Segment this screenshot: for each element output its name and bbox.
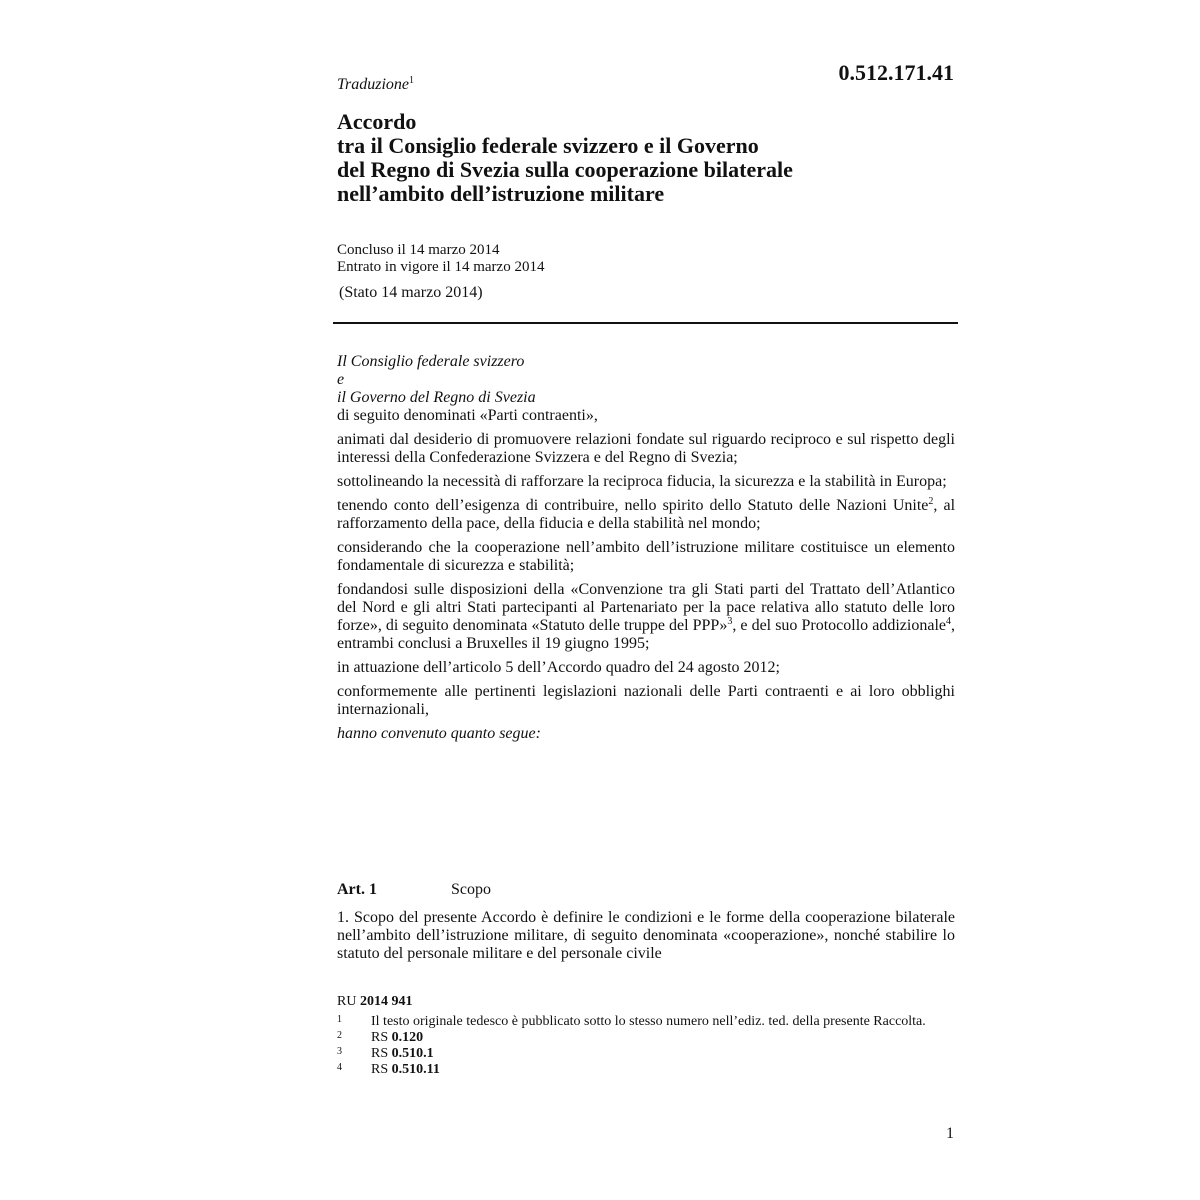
header-divider — [333, 322, 958, 324]
footnote-text — [371, 1030, 957, 1046]
parties-designation: di seguito denominati «Parti contraenti», — [337, 407, 598, 424]
document-title — [337, 110, 957, 206]
title-line: nell’ambito dell’istruzione militare — [337, 181, 665, 206]
footnote-text — [371, 1046, 957, 1062]
translation-label — [337, 75, 414, 94]
footnote-number: 4 — [337, 1062, 342, 1073]
preamble-paragraph: conformemente alle pertinenti legislazioni nazionali delle Parti contraenti e ai loro obblighi internazionali, — [337, 683, 955, 718]
footnote-ref: 1 — [409, 75, 415, 86]
preamble-text: tenendo conto dell’esigenza di contribuire, nello spirito dello Statuto delle Nazioni Unite — [337, 497, 929, 514]
footnote-ref: 2 — [928, 496, 934, 507]
footnote-item — [337, 1062, 957, 1078]
article-number: Art. 1 — [337, 881, 377, 898]
preamble-paragraph — [337, 497, 955, 533]
footnote-ref: 3 — [727, 616, 733, 627]
article-paragraph: 1. Scopo del presente Accordo è definire le condizioni e le forme della cooperazione bilaterale nell’ambito dell’istruzione militare, di seguito denominata «cooperazione», nonché stabilire lo statuto del personale militare e del personale civile — [337, 909, 955, 962]
footnote-item — [337, 1046, 957, 1062]
preamble-paragraph — [337, 581, 955, 653]
preamble-text: , entrambi conclusi a Bruxelles il 19 giugno 1995; — [337, 617, 955, 652]
preamble-text: , al rafforzamento della pace, della fiducia e della stabilità nel mondo; — [337, 497, 956, 532]
preamble-paragraph: animati dal desiderio di promuovere relazioni fondate sul riguardo reciproco e sul rispetto degli interessi della Confederazione Svizzera e del Regno di Svezia; — [337, 431, 955, 466]
status-date: (Stato 14 marzo 2014) — [339, 284, 483, 301]
footnote-ref-number: 0.510.1 — [391, 1046, 434, 1061]
article-heading — [337, 881, 491, 899]
party-2: il Governo del Regno di Svezia — [337, 389, 536, 406]
footnote-prefix: RS — [371, 1062, 392, 1077]
ru-number: 2014 941 — [359, 994, 413, 1009]
translation-label-text: Traduzione — [337, 76, 410, 93]
footnote-number: 3 — [337, 1046, 342, 1057]
ru-prefix: RU — [337, 994, 357, 1009]
party-1: Il Consiglio federale svizzero — [337, 353, 525, 370]
footnote-text — [371, 1062, 957, 1078]
preamble-closing: hanno convenuto quanto segue: — [337, 725, 541, 742]
sr-number: 0.512.171.41 — [838, 60, 954, 85]
article-title: Scopo — [451, 881, 491, 898]
footnote-number: 2 — [337, 1030, 342, 1041]
concluded-date: Concluso il 14 marzo 2014 — [337, 242, 500, 258]
footnote-ref-number: 0.510.11 — [391, 1062, 440, 1077]
ru-reference — [337, 994, 957, 1010]
preamble-text: fondandosi sulle disposizioni della «Convenzione tra gli Stati parti del Trattato dell’Atlantico del Nord e gli altri Stati partecipanti al Partenariato per la pace relativa allo statuto delle loro forze», di seguito denominata «Statuto delle truppe del PPP» — [337, 581, 955, 634]
footnote-ref: 4 — [946, 616, 951, 627]
footnote-prefix: RS — [371, 1030, 392, 1045]
footnote-text: Il testo originale tedesco è pubblicato sotto lo stesso numero nell’ediz. ted. della presente Raccolta. — [371, 1014, 926, 1029]
preamble-text: , e del suo Protocollo addizionale — [732, 617, 946, 634]
footnote-ref-number: 0.120 — [391, 1030, 424, 1045]
footnote-item — [337, 1014, 957, 1030]
footnote-prefix: RS — [371, 1046, 392, 1061]
preamble-paragraph: in attuazione dell’articolo 5 dell’Accordo quadro del 24 agosto 2012; — [337, 659, 780, 676]
conjunction: e — [337, 371, 345, 388]
preamble-paragraph: considerando che la cooperazione nell’ambito dell’istruzione militare costituisce un elemento fondamentale di sicurezza e stabilità; — [337, 539, 955, 574]
footnote-number: 1 — [337, 1014, 342, 1025]
page-number: 1 — [946, 1125, 954, 1142]
in-force-date: Entrato in vigore il 14 marzo 2014 — [337, 259, 545, 275]
footnotes — [337, 994, 957, 1078]
dates-block — [337, 242, 544, 276]
preamble-paragraph: sottolineando la necessità di rafforzare la reciproca fiducia, la sicurezza e la stabilità in Europa; — [337, 473, 947, 490]
title-line: del Regno di Svezia sulla cooperazione bilaterale — [337, 157, 793, 182]
preamble — [337, 353, 955, 749]
title-line: tra il Consiglio federale svizzero e il Governo — [337, 133, 759, 158]
footnote-item — [337, 1030, 957, 1046]
title-line: Accordo — [337, 109, 417, 134]
